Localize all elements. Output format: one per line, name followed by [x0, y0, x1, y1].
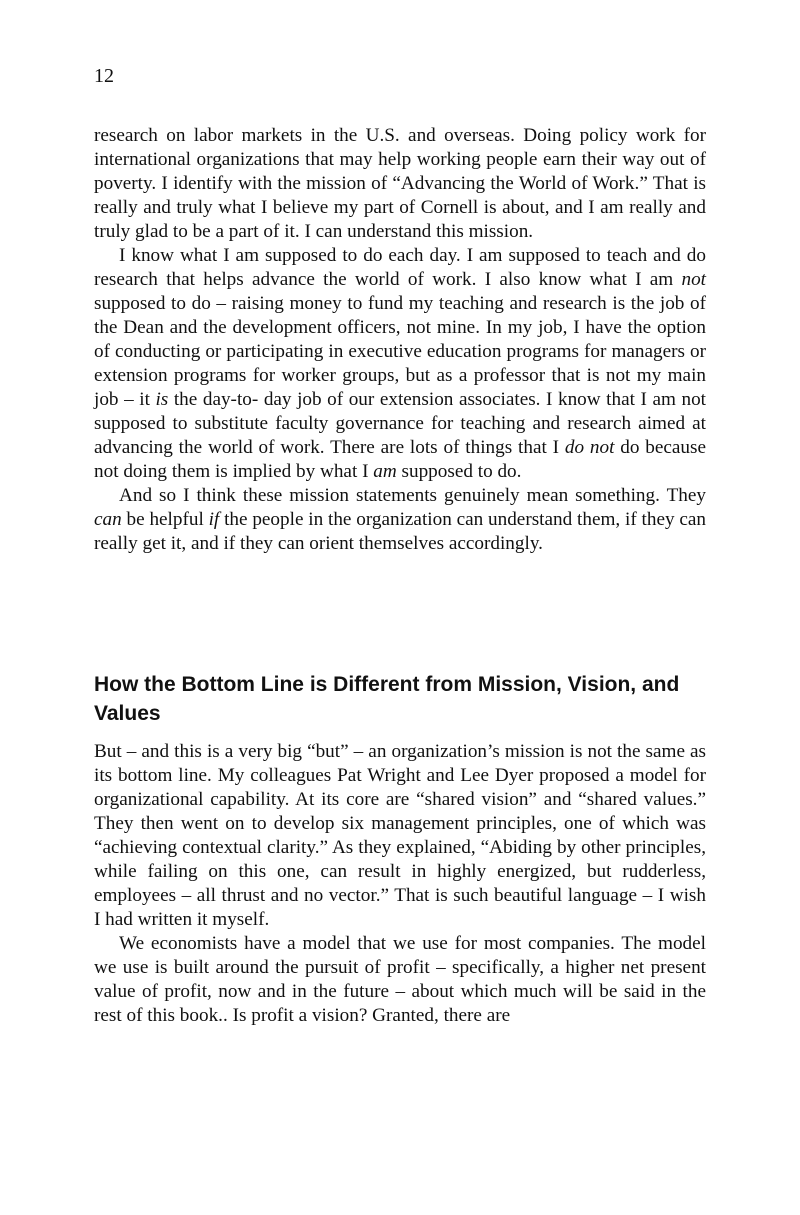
page-number: 12 — [94, 65, 114, 87]
paragraph-big-but: But – and this is a very big “but” – an organization’s mission is not the same as its bottom line. My colleagues Pat Wright and Lee Dyer proposed a model for organizational capability. At its core are “shared vision” and “shared values.” They then went on to develop six management principles, one of which was “achieving contextual clarity.” As they explained, “Abiding by other principles, while failing on this one, can result in highly energized, but rudderless, employees – all thrust and no vector.” That is such beautiful language – I wish I had written it myself. — [94, 741, 706, 930]
text-run: supposed to do – raising money to fund my teaching and research is the job of the Dean and the development officers, not mine. In my job, I have the option of conducting or participating in executive education programs for managers or extension programs for worker groups, but as a professor that is not my main job – it — [94, 293, 706, 410]
emphasis-is: is — [155, 389, 169, 410]
text-run: And so I think these mission statements genuinely mean something. They — [119, 485, 706, 506]
paragraph-supposed-to-do — [94, 244, 706, 484]
section-heading: How the Bottom Line is Different from Mission, Vision, and Values — [94, 673, 680, 725]
emphasis-can: can — [94, 509, 122, 530]
emphasis-do-not: do not — [564, 437, 615, 458]
paragraph-mission-statements — [94, 484, 706, 556]
text-block-mission — [94, 124, 706, 556]
emphasis-if: if — [208, 509, 220, 530]
text-run: supposed to do. — [396, 461, 522, 482]
paragraph-economists-model: We economists have a model that we use for most companies. The model we use is built around the pursuit of profit – specifically, a higher net present value of profit, now and in the future – about which much will be said in the rest of this book.. Is profit a vision? Granted, there are — [94, 933, 706, 1026]
emphasis-not: not — [681, 269, 706, 290]
text-run: the people in the organization can understand them, if they can really get it, and if they can orient themselves accordingly. — [94, 509, 706, 554]
text-run: the day-to- day job of our extension associates. I know that I am not supposed to substitute faculty governance for teaching and research aimed at advancing the world of work. There are lots of things that I — [94, 389, 706, 458]
text-run: do because not doing them is implied by what I — [94, 437, 706, 482]
paragraph-continued: research on labor markets in the U.S. and overseas. Doing policy work for international organizations that may help working people earn their way out of poverty. I identify with the mission of “Advancing the World of Work.” That is really and truly what I believe my part of Cornell is about, and I am really and truly glad to be a part of it. I can understand this mission. — [94, 125, 706, 242]
text-run: I know what I am supposed to do each day. I am supposed to teach and do research that helps advance the world of work. I also know what I am — [94, 245, 706, 290]
text-run: be helpful — [121, 509, 209, 530]
emphasis-am: am — [373, 461, 397, 482]
text-block-bottom-line — [94, 740, 706, 1028]
